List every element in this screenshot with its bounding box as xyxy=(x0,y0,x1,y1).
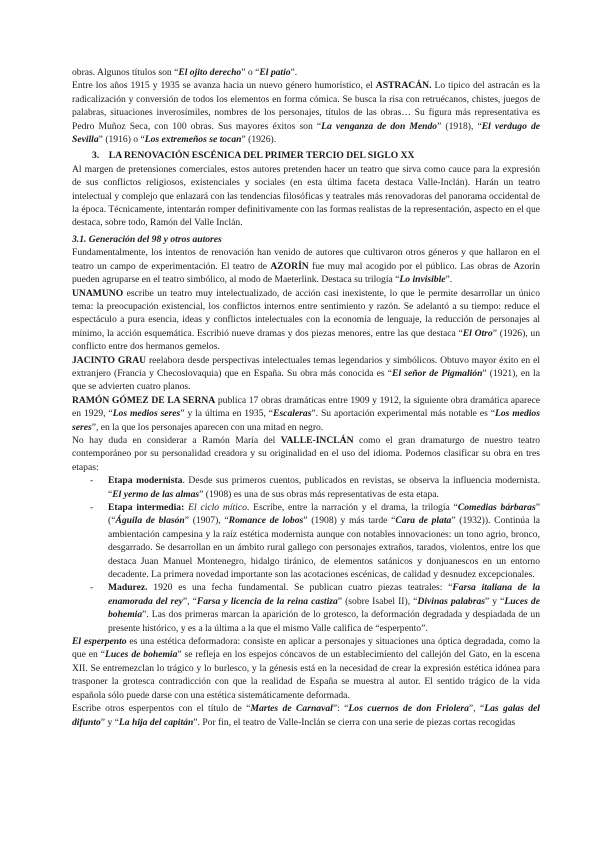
paragraph-azorin xyxy=(72,246,540,286)
text: ” se refleja en los espejos cóncavos de un establecimiento del callejón del Gato, en la escena XII. Se entremezclan lo trágico y lo burlesco, y la génesis está en la necesidad de crear la expresión estética idónea para trasponer la grotesca contradicción con que la realidad de España se muestra al autor. El sentido trágico de la vida española sólo puede darse con una estética sistemáticamente deformada. xyxy=(72,649,540,701)
text: reelabora desde perspectivas intelectuales temas legendarios y simbólicos. Obtuvo mayor éxito en el extranjero (Francia y Checoslovaquia) que en España. Su obra más conocida es “ xyxy=(72,354,541,379)
text: ”. xyxy=(445,274,453,286)
list-item xyxy=(72,501,540,581)
text: ”, “ xyxy=(182,595,197,607)
work-title: Los extremeños se tocan xyxy=(144,134,242,146)
term: El esperpento xyxy=(72,636,127,648)
section-number: 3. xyxy=(92,150,100,162)
stage-name: Etapa intermedia: xyxy=(108,502,185,513)
work-title: Farsa y licencia de la reina castiza xyxy=(196,595,338,607)
list-item xyxy=(72,581,540,635)
text: Lo típico del astracán es la radicalización y conversión de todos los elementos en forma cómica. Se busca la risa con retruécanos, chistes, juegos de palabras, situaciones inverosímiles, nombres de los personajes, títulos de las obras… Su figura más representativa es Pedro Muñoz Seca, con 100 obras. Sus mayores éxitos son “ xyxy=(72,80,540,132)
stage-name: Madurez. xyxy=(108,582,148,594)
genre-name: ASTRACÁN. xyxy=(375,80,432,92)
work-title: Águila de blasón xyxy=(115,515,185,527)
text: ” (1916) o “ xyxy=(98,134,145,146)
text: ” (1907), “ xyxy=(184,515,229,527)
work-title: Romance de lobos xyxy=(228,515,304,527)
work-title: Divinas palabras xyxy=(417,595,485,607)
paragraph-intro: Al margen de pretensiones comerciales, estos autores pretenden hacer un teatro que sirva como cauce para la expresión de sus conflictos religiosos, existenciales y sociales (en esta última faceta destaca Valle-Inclán). Harán un teatro intelectual y complejo que enlazará con las tendencias filosóficas y teatrales más renovadoras del panorama occidental de la época. Técnicamente, intentarán romper definitivamente con las formas realistas de la representación, aspecto en el que destaca, sobre todo, Ramón del Valle Inclán. xyxy=(72,163,540,229)
text: Fundamentalmente, los intentos de renovación han venido de autores que cultivaron otros géneros y que hallaron en el teatro un campo de experimentación. El teatro de xyxy=(72,247,540,272)
work-title: Farsa italiana de la enamorada del rey xyxy=(108,582,541,607)
work-title: Las galas del difunto xyxy=(72,703,540,728)
work-title: Comedias bárbaras xyxy=(457,502,536,513)
author-name: VALLE-INCLÁN xyxy=(280,434,354,446)
text: . Desde sus primeros cuentos, publicados en revistas, se observa la influencia modernista. “ xyxy=(108,475,540,500)
section-heading xyxy=(72,149,540,162)
text: ” (1908) y más tarde “ xyxy=(303,515,396,527)
text: ” (1908) es una de sus obras más representativas de esta etapa. xyxy=(199,488,439,500)
author-name: JACINTO GRAU xyxy=(72,354,147,366)
author-name: RAMÓN GÓMEZ DE LA SERNA xyxy=(72,394,216,406)
text: ”, en la que los personajes aparecen con una mitad en negro. xyxy=(91,421,324,433)
paragraph-grau xyxy=(72,354,540,394)
text: Entre los años 1915 y 1935 se avanza hacia un nuevo género humorístico, el xyxy=(72,80,376,92)
text: ” (sobre Isabel II), “ xyxy=(337,595,418,607)
text: ” (“ xyxy=(108,502,540,527)
text: . Escribe, entre la narración y el drama, la trilogía “ xyxy=(246,502,458,513)
paragraph-gomez-de-la-serna xyxy=(72,394,540,434)
text: ”. Por fin, el teatro de Valle-Inclán se cierra con una serie de piezas cortas recogidas xyxy=(193,716,516,728)
text: ” (1918), “ xyxy=(437,120,482,132)
work-title: El patio xyxy=(259,67,291,78)
text: fue muy mal acogido por el público. Las obras de Azorín pueden agruparse en el teatro simbólico, al modo de Maeterlink. Destaca su trilogía “ xyxy=(72,260,540,286)
section-title: LA RENOVACIÓN ESCÉNICA DEL PRIMER TERCIO DEL SIGLO XX xyxy=(108,150,415,162)
author-name: UNAMUNO xyxy=(72,287,124,299)
text: como el gran dramaturgo de nuestro teatro contemporáneo por su personalidad creadora y su originalidad en el uso del idioma. Podemos clasificar su obra en tres etapas: xyxy=(72,434,541,473)
work-title: El Otro xyxy=(462,327,493,339)
work-title: El señor de Pigmalión xyxy=(392,367,483,379)
text: ”. Su aportación experimental más notable es “ xyxy=(311,408,495,420)
text: ”, “ xyxy=(468,703,485,715)
paragraph-astracan xyxy=(72,79,540,146)
text: es una estética deformadora: consiste en aplicar a personajes y situaciones una óptica degradada, como la que en “ xyxy=(72,636,540,661)
text: ” (1926), un conflicto entre dos hermanos gemelos. xyxy=(72,327,540,353)
work-title: Luces de bohemia xyxy=(108,595,540,621)
work-title: Cara de plata xyxy=(395,515,452,527)
text: ” y “ xyxy=(100,716,119,728)
work-title: Luces de bohemia xyxy=(104,649,178,661)
work-title: Lo invisible xyxy=(399,274,446,286)
cycle-name: El ciclo mítico xyxy=(188,502,247,513)
work-title: Los medios seres xyxy=(72,408,540,433)
paragraph-sainete-titles xyxy=(72,66,540,79)
work-title: La hija del capitán xyxy=(118,716,194,728)
work-title: Los medios seres xyxy=(112,408,181,420)
subsection-heading: 3.1. Generación del 98 y otros autores xyxy=(72,233,222,245)
work-title: El ojito derecho xyxy=(178,67,242,78)
text: ” y la última en 1935, “ xyxy=(180,408,274,420)
work-title: La venganza de don Mendo xyxy=(321,120,438,132)
text: 1920 es una fecha fundamental. Se publican cuatro piezas teatrales: “ xyxy=(147,582,453,594)
text: ”: “ xyxy=(332,703,349,715)
text: publica 17 obras dramáticas entre 1909 y 1912, la siguiente obra dramática aparece en 1929, “ xyxy=(72,394,540,420)
list-dash: - xyxy=(90,475,94,487)
list-dash: - xyxy=(90,502,94,513)
work-title: Martes de Carnaval xyxy=(250,703,333,715)
list-item xyxy=(72,474,540,501)
text: obras. Algunos títulos son “ xyxy=(72,67,179,78)
work-title: Los cuernos de don Friolera xyxy=(348,703,469,715)
text: escribe un teatro muy intelectualizado, de acción casi inexistente, lo que le permite desarrollar un único tema: la preocupación existencial, los conflictos internos entre sentimiento y razón. Se adelantó a su tiempo: reduce el espectáculo a pura esencia, ideas y conflictos intelectuales con la economía de lenguaje, la reducción de personajes al mínimo, la acción esquemática. Escribió nueve dramas y dos piezas menores, entre las que destaca “ xyxy=(72,287,540,339)
list-dash: - xyxy=(90,582,94,594)
paragraph-unamuno xyxy=(72,287,540,354)
text: ” (1926). xyxy=(241,134,277,146)
work-title: El verdugo de Sevilla xyxy=(72,120,540,146)
stages-list xyxy=(72,474,540,635)
text: ” y “ xyxy=(484,595,505,607)
paragraph-esperpento xyxy=(72,635,540,702)
text: Escribe otros esperpentos con el título de “ xyxy=(72,703,251,715)
text: ”. xyxy=(290,67,298,78)
text: ”. Las dos primeras marcan la aparición de lo grotesco, la deformación degradada y despiadada de un presente histórico, y es a la última a la que el mismo Valle califica de “esperpento”. xyxy=(108,609,540,634)
text: ” o “ xyxy=(241,67,260,78)
text: ” (1932)). Continúa la ambientación campesina y la raíz estética modernista aunque con notables innovaciones: un tono agrio, bronco, desgarrado. Se desarrollan en un ámbito rural gallego con personajes extraños, tarados, violentos, entre los que destaca Juan Manuel Montenegro, hidalgo tiránico, de elementos satánicos y donjuanescos en un entorno decadente. La primera novedad importante son las acotaciones escénicas, de calidad y desnudez excepcionales. xyxy=(108,515,540,581)
paragraph-other-esperpentos xyxy=(72,702,540,729)
paragraph-valle-inclan xyxy=(72,434,540,474)
author-name: AZORÍN xyxy=(270,260,309,272)
work-title: El yermo de las almas xyxy=(112,488,200,500)
text: No hay duda en considerar a Ramón María del xyxy=(72,434,281,446)
stage-name: Etapa modernista xyxy=(108,475,183,487)
work-title: Escaleras xyxy=(273,408,312,420)
text: ” (1921), en la que se advierten cuatro planos. xyxy=(72,367,540,393)
